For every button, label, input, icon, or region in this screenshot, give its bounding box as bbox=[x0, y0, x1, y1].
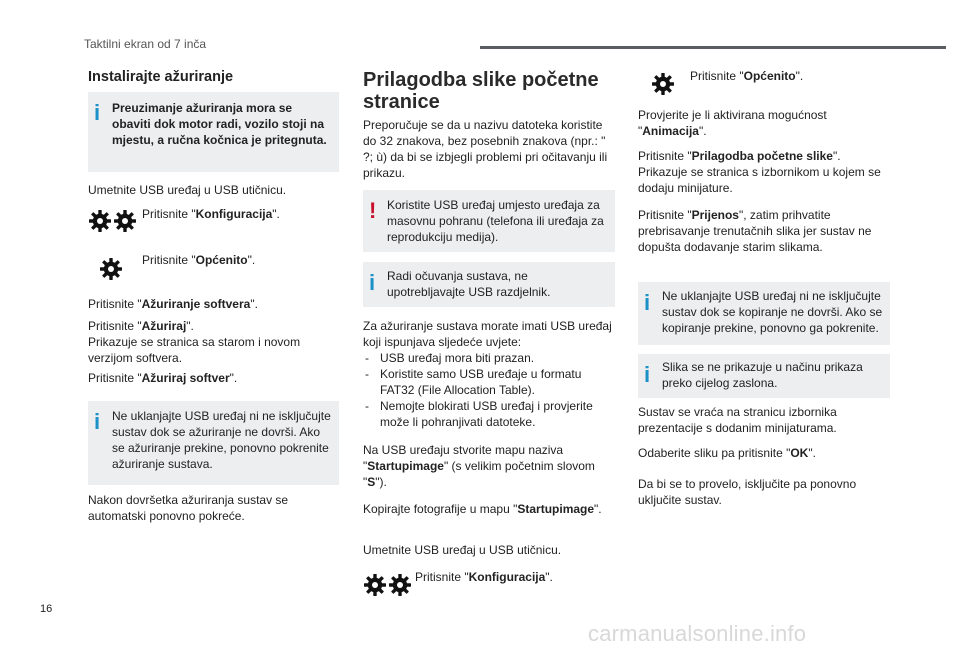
press-update-software: Pritisnite "Ažuriranje softvera". bbox=[88, 297, 258, 311]
gear-icon bbox=[113, 209, 137, 233]
select-ok-text: Odaberite sliku pa pritisnite "OK". bbox=[638, 446, 816, 460]
note-copy-text: Ne uklanjajte USB uređaj ni ne isključujte sustav dok se kopiranje ne dovrši. Ako se kopiranje prekine, ponovno ga pokrenite. bbox=[662, 289, 883, 335]
note-box-hub bbox=[363, 262, 615, 307]
config-gears-2 bbox=[363, 573, 412, 597]
customize-start-image-text: Pritisnite "Prilagodba početne slike". Prikazuje se stranica s izbornikom u kojem se dodaju minijature. bbox=[638, 149, 881, 195]
general-gear-2 bbox=[651, 72, 675, 96]
note-box-copy bbox=[638, 282, 890, 345]
step-configuration-2: Pritisnite "Konfiguracija". bbox=[415, 570, 553, 584]
gear-icon bbox=[388, 573, 412, 597]
page-number: 16 bbox=[40, 603, 53, 615]
check-animation-text: Provjerite je li aktivirana mogućnost "Animacija". bbox=[638, 108, 827, 138]
info-icon: i bbox=[644, 362, 651, 387]
general-gear bbox=[99, 257, 123, 281]
press-update-software-2: Pritisnite "Ažuriraj softver". bbox=[88, 371, 238, 385]
gear-icon bbox=[363, 573, 387, 597]
config-gears bbox=[88, 209, 137, 233]
gear-icon bbox=[651, 72, 675, 96]
insert-usb-text: Umetnite USB uređaj u USB utičnicu. bbox=[88, 183, 287, 197]
restart-text: Nakon dovršetka ažuriranja sustav se automatski ponovno pokreće. bbox=[88, 493, 289, 523]
copy-photos-text: Kopirajte fotografije u mapu "Startupimage". bbox=[363, 502, 602, 516]
note-update-text: Ne uklanjajte USB uređaj ni ne isključujte sustav dok se ažuriranje ne dovrši. Ako se ažuriranje prekine, ponovno pokrenite ažuriranje sustava. bbox=[112, 409, 331, 471]
gear-icon bbox=[88, 209, 112, 233]
step-general-2: Pritisnite "Općenito". bbox=[690, 69, 804, 83]
info-icon: i bbox=[94, 409, 101, 434]
list-item: - USB uređaj mora biti prazan. bbox=[363, 350, 613, 366]
gear-icon bbox=[99, 257, 123, 281]
note-box-download bbox=[88, 92, 339, 172]
watermark: carmanualsonline.info bbox=[588, 621, 807, 646]
list-item: - Nemojte blokirati USB uređaj i provjerite može li pohranjivati datoteke. bbox=[363, 398, 613, 430]
note-box-update bbox=[88, 401, 339, 485]
warning-usb-text: Koristite USB uređaj umjesto uređaja za masovnu pohranu (telefona ili uređaja za reprodukciju medija). bbox=[387, 198, 604, 244]
conditions-list bbox=[363, 350, 613, 430]
note-download-text: Preuzimanje ažuriranja mora se obaviti dok motor radi, vozilo stoji na mjestu, a ručna kočnica je pritegnuta. bbox=[112, 101, 327, 147]
note-fullscreen-text: Slika se ne prikazuje u načinu prikaza preko cijelog zaslona. bbox=[662, 360, 863, 390]
list-item: - Koristite samo USB uređaje u formatu FAT32 (File Allocation Table). bbox=[363, 366, 613, 398]
install-heading: Instalirajte ažuriranje bbox=[88, 69, 234, 85]
insert-usb-text-2: Umetnite USB uređaj u USB utičnicu. bbox=[363, 543, 562, 557]
header-rule bbox=[480, 46, 946, 49]
info-icon: i bbox=[644, 290, 651, 315]
press-update: Pritisnite "Ažuriraj". Prikazuje se stranica sa starom i novom verzijom softvera. bbox=[88, 319, 301, 365]
info-icon: i bbox=[369, 270, 376, 295]
info-icon: i bbox=[94, 100, 101, 125]
note-hub-text: Radi očuvanja sustava, ne upotrebljavajte USB razdjelnik. bbox=[387, 269, 551, 299]
step-configuration: Pritisnite "Konfiguracija". bbox=[142, 207, 280, 221]
step-general: Pritisnite "Općenito". bbox=[142, 253, 256, 267]
warning-box-usb bbox=[363, 190, 615, 252]
restart-system-text: Da bi se to provelo, isključite pa ponovno uključite sustav. bbox=[638, 477, 857, 507]
warning-icon: ! bbox=[369, 198, 377, 223]
create-folder-text: Na USB uređaju stvorite mapu naziva "Startupimage" (s velikim početnim slovom "S"). bbox=[363, 443, 595, 489]
customize-heading: Prilagodba slike početne stranice bbox=[363, 69, 599, 113]
conditions-intro: Za ažuriranje sustava morate imati USB uređaj koji ispunjava sljedeće uvjete: bbox=[363, 319, 612, 349]
transfer-text: Pritisnite "Prijenos", zatim prihvatite prebrisavanje trenutačnih slika jer sustav ne dopušta dodavanje starim slikama. bbox=[638, 208, 872, 254]
running-header: Taktilni ekran od 7 inča bbox=[84, 37, 207, 51]
return-text: Sustav se vraća na stranicu izbornika prezentacije s dodanim minijaturama. bbox=[638, 405, 837, 435]
note-box-fullscreen bbox=[638, 354, 890, 398]
filename-intro: Preporučuje se da u nazivu datoteka koristite do 32 znakova, bez posebnih znakova (npr.: " ?; ù) da bi se izbjegli problemi pri očitavanju ili prikazu. bbox=[363, 118, 608, 180]
